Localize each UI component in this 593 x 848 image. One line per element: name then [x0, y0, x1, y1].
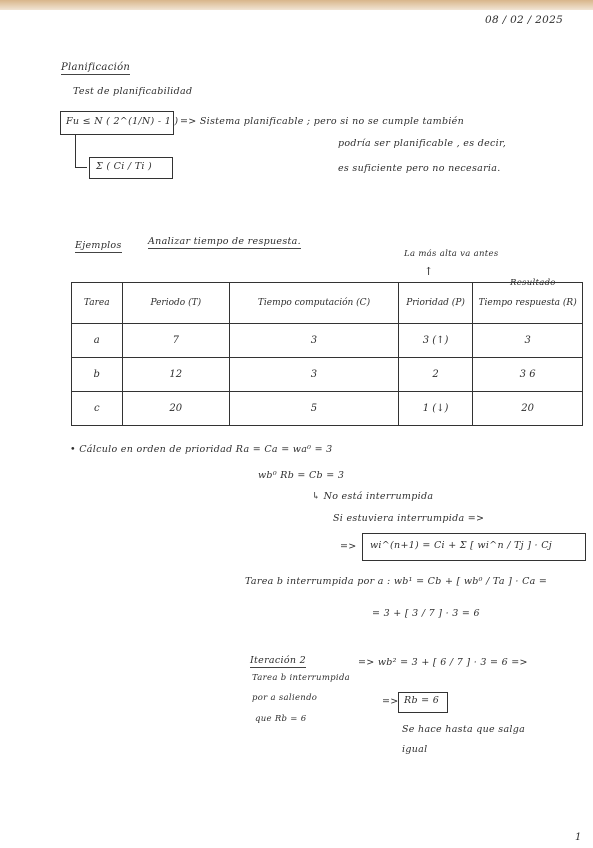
- header-prioridad: Prioridad (P): [398, 283, 472, 324]
- header-periodo: Periodo (T): [122, 283, 230, 324]
- cell-respuesta: 3 6: [473, 358, 583, 392]
- date: 08 / 02 / 2025: [485, 14, 564, 26]
- header-computacion: Tiempo computación (C): [230, 283, 399, 324]
- cell-computacion: 5: [230, 392, 399, 426]
- calc-line-6: Tarea b interrumpida por a : wb¹ = Cb + [ wb⁰ / Ta ] · Ca =: [245, 576, 548, 587]
- table-header-row: [72, 283, 583, 324]
- ejemplos-label: Ejemplos: [75, 240, 122, 251]
- table-row: [72, 358, 583, 392]
- calc-line-3: ↳ No está interrumpida: [312, 491, 434, 502]
- header-respuesta: Tiempo respuesta (R): [473, 283, 583, 324]
- formula-sub: Σ ( Ci / Ti ): [96, 161, 153, 172]
- iteration-result-2: =>: [382, 696, 399, 707]
- calc-line-1: • Cálculo en orden de prioridad Ra = Ca = wa⁰ = 3: [70, 444, 333, 455]
- cell-prioridad: 3 (↑): [398, 324, 472, 358]
- page-number: 1: [575, 832, 582, 843]
- priority-note: La más alta va antes: [404, 249, 499, 259]
- cell-prioridad: 1 (↓): [398, 392, 472, 426]
- cell-periodo: 7: [122, 324, 230, 358]
- cell-tarea: a: [72, 324, 123, 358]
- rb-value: Rb = 6: [404, 695, 440, 706]
- cell-respuesta: 20: [473, 392, 583, 426]
- result-label: Resultado: [510, 278, 556, 288]
- calc-line-2: wb⁰ Rb = Cb = 3: [258, 470, 345, 481]
- table-row: [72, 392, 583, 426]
- recurrence-formula: wi^(n+1) = Ci + Σ [ wi^n / Tj ] · Cj: [370, 540, 553, 551]
- paper-edge: [0, 0, 593, 10]
- iteration-result-3: Se hace hasta que salga: [402, 724, 526, 735]
- iteration-note-3: que Rb = 6: [255, 714, 307, 724]
- table-row: [72, 324, 583, 358]
- iteration-result-1: => wb² = 3 + [ 6 / 7 ] · 3 = 6 =>: [358, 657, 528, 668]
- iteration-note-1: Tarea b interrumpida: [252, 673, 351, 683]
- branch-line: [75, 134, 76, 168]
- cell-computacion: 3: [230, 358, 399, 392]
- calc-line-4: Si estuviera interrumpida =>: [333, 513, 485, 524]
- header-tarea: Tarea: [72, 283, 123, 324]
- formula-result-2: podría ser planificable , es decir,: [338, 138, 507, 149]
- cell-tarea: c: [72, 392, 123, 426]
- test-title: Test de planificabilidad: [73, 86, 193, 97]
- cell-respuesta: 3: [473, 324, 583, 358]
- iteration-result-4: igual: [402, 744, 428, 755]
- branch-line-horizontal: [75, 167, 87, 168]
- formula-result-3: es suficiente pero no necesaria.: [338, 163, 501, 174]
- priority-arrow-icon: ↑: [424, 265, 434, 278]
- iteration-title: Iteración 2: [250, 655, 306, 666]
- cell-periodo: 20: [122, 392, 230, 426]
- calc-line-5: =>: [340, 541, 357, 552]
- formula-result: => Sistema planificable ; pero si no se cumple también: [180, 116, 465, 127]
- cell-periodo: 12: [122, 358, 230, 392]
- iteration-note-2: por a saliendo: [252, 693, 318, 703]
- section-title: Planificación: [61, 62, 131, 73]
- cell-computacion: 3: [230, 324, 399, 358]
- cell-tarea: b: [72, 358, 123, 392]
- ejemplos-title: Analizar tiempo de respuesta.: [148, 236, 301, 247]
- tasks-table: [71, 282, 583, 426]
- formula-main: Fu ≤ N ( 2^(1/N) - 1 ): [66, 116, 179, 127]
- cell-prioridad: 2: [398, 358, 472, 392]
- calc-line-7: = 3 + [ 3 / 7 ] · 3 = 6: [372, 608, 480, 619]
